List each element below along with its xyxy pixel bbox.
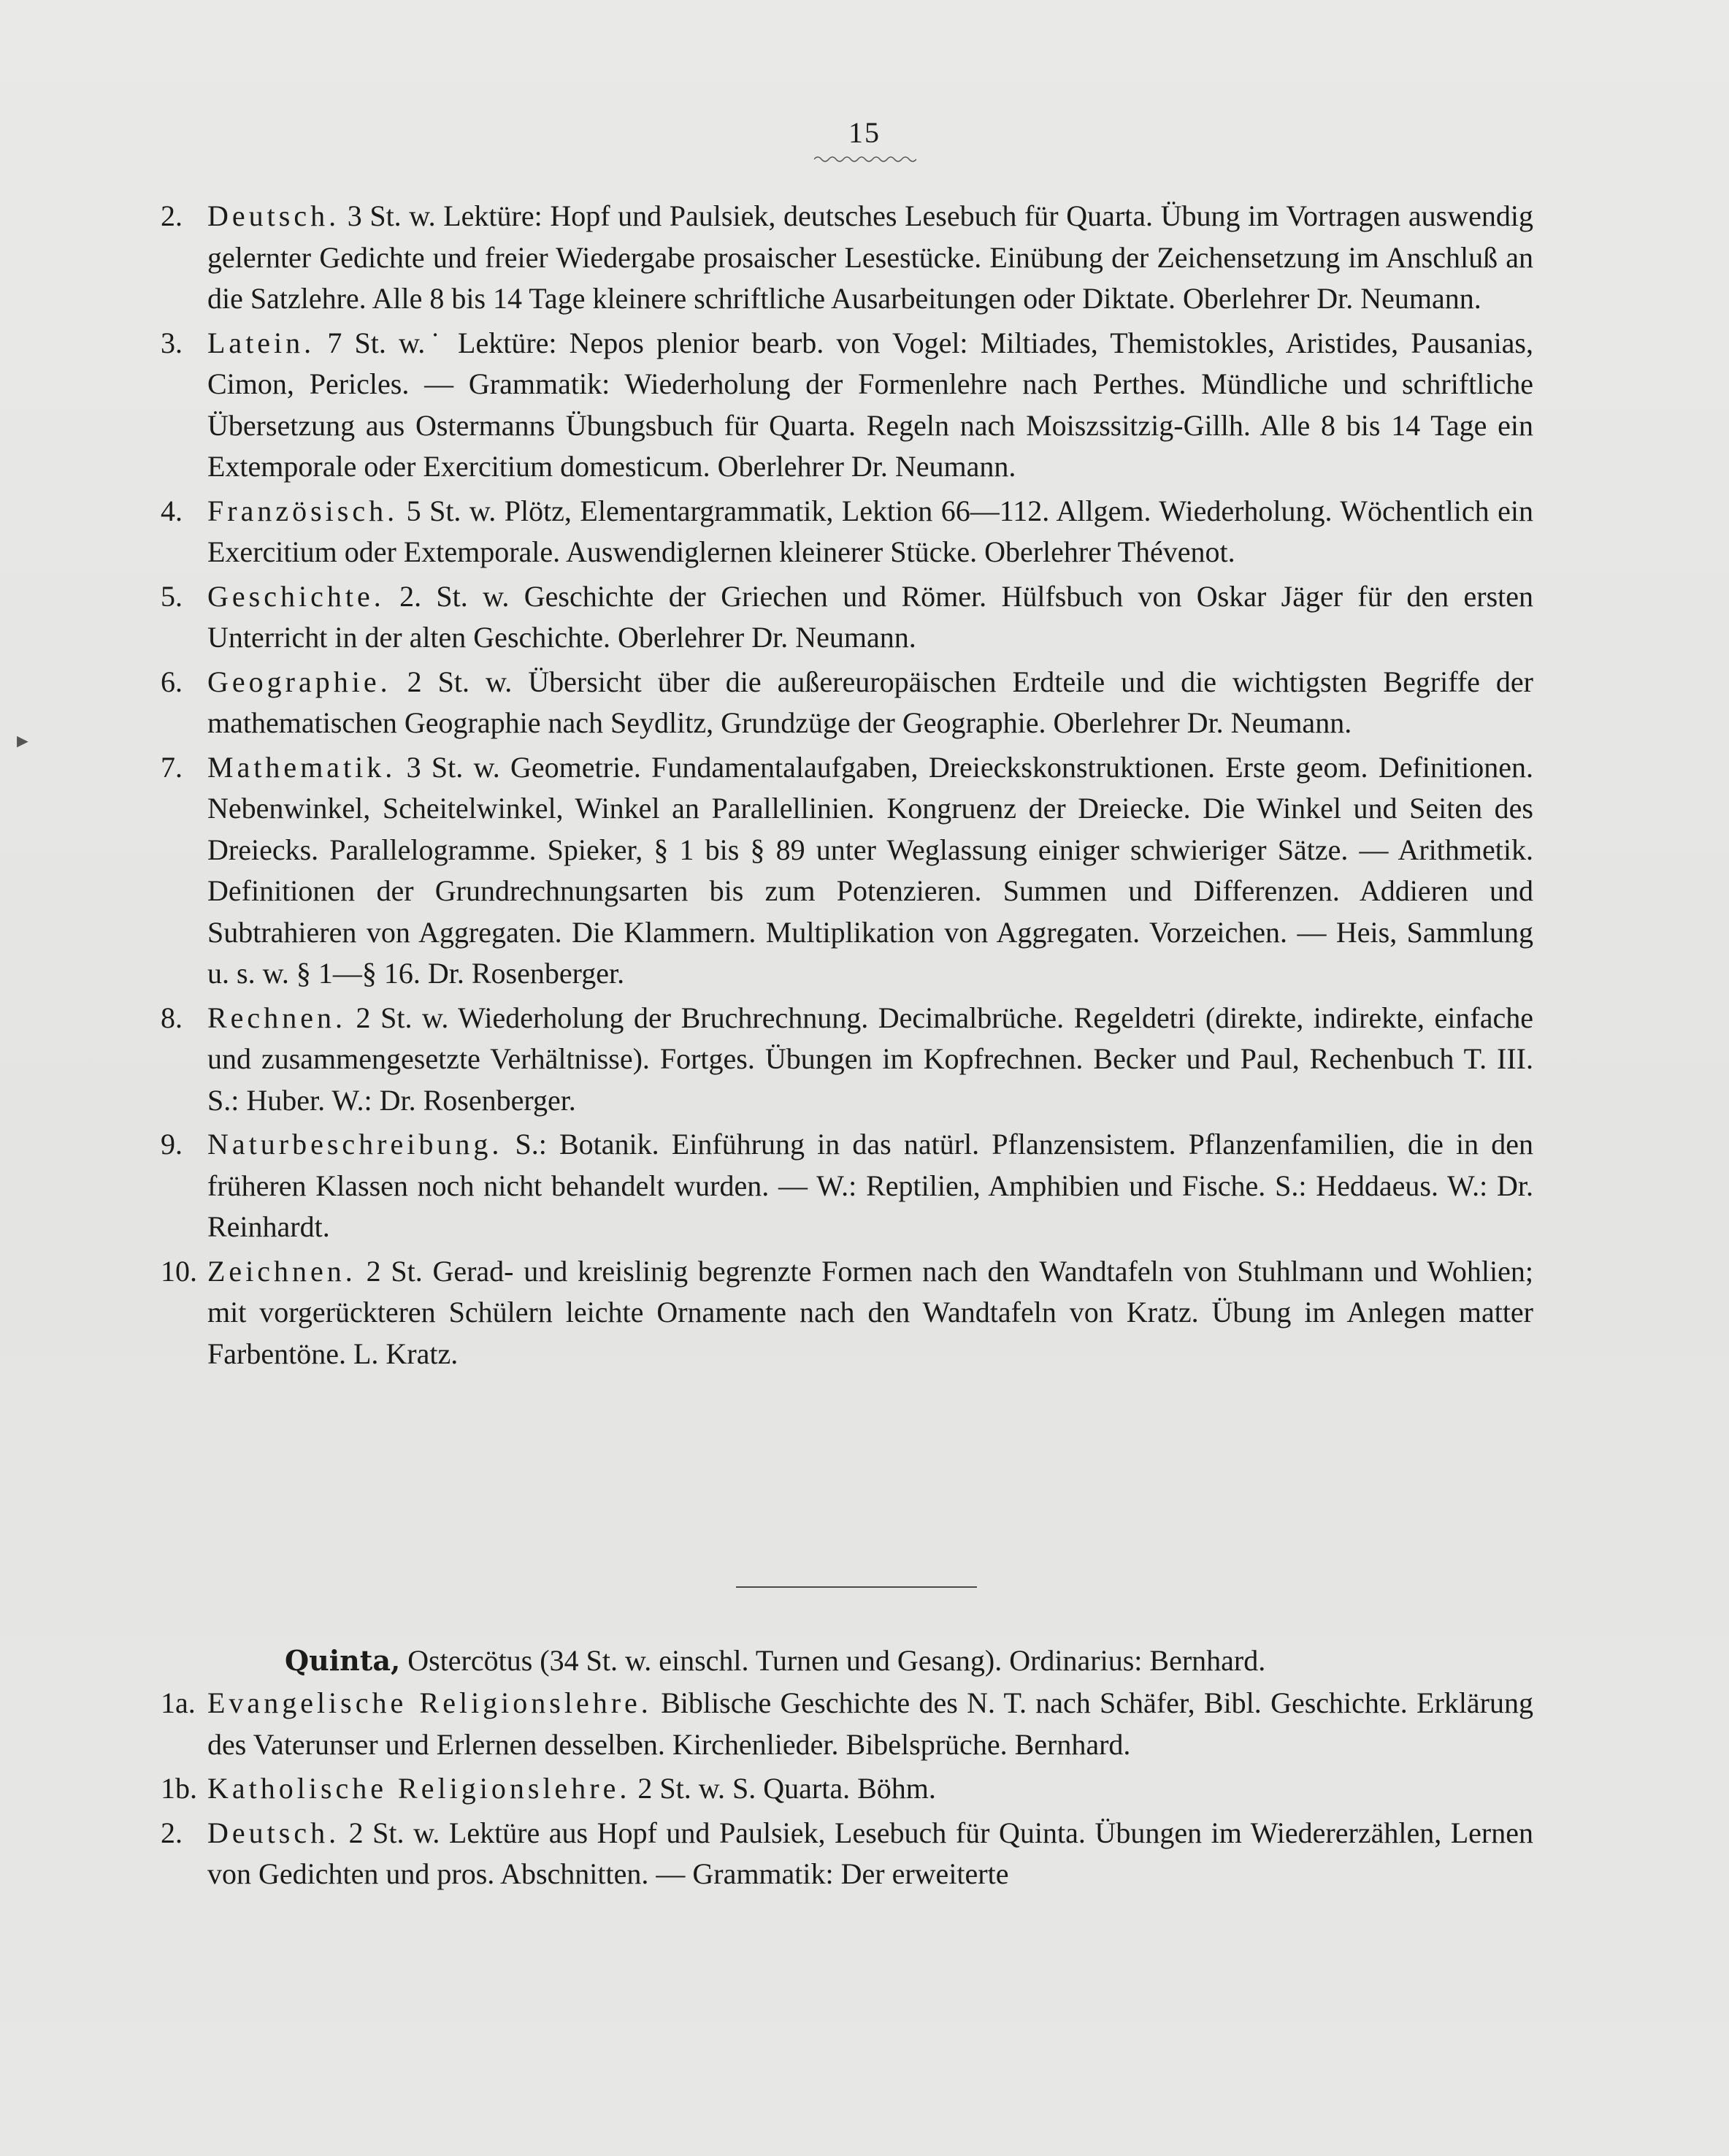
- entry-number: 8.: [161, 1001, 183, 1034]
- entry-subject: Latein.: [207, 326, 315, 359]
- page-number-ornament: [814, 155, 916, 164]
- entry-subject: Deutsch.: [207, 1816, 340, 1849]
- section-divider: [736, 1586, 977, 1588]
- entry-subject: Deutsch.: [207, 199, 340, 232]
- subject-entry: [161, 1251, 1533, 1375]
- page-number: 15: [848, 116, 881, 149]
- quinta-header: [285, 1640, 1265, 1681]
- entry-number: 3.: [161, 326, 183, 359]
- subject-entry: [161, 1124, 1533, 1248]
- entry-number: 10.: [161, 1254, 197, 1288]
- entry-text: 2 St. w. Übersicht über die außereuropäischen Erdteile und die wichtigsten Begriffe der mathematischen Geographie nach Seydlitz, Grundzüge der Geographie. Oberlehrer Dr. Neumann.: [207, 665, 1534, 739]
- entry-text: S.: Botanik. Einführung in das natürl. Pflanzensistem. Pflanzenfamilien, die in den früheren Klassen noch nicht behandelt wurden. — W.: Reptilien, Amphibien und Fische. S.: Heddaeus. W.: Dr. Reinhardt.: [207, 1128, 1534, 1243]
- entry-number: 6.: [161, 665, 183, 698]
- entry-text: 3 St. w. Lektüre: Hopf und Paulsiek, deutsches Lesebuch für Quarta. Übung im Vortragen auswendig gelernter Gedichte und freier Wiedergabe prosaischer Lesestücke. Einübung der Zeichensetzung im Anschluß an die Satzlehre. Alle 8 bis 14 Tage kleinere schriftliche Ausarbeitungen oder Diktate. Oberlehrer Dr. Neumann.: [207, 199, 1533, 315]
- entry-text: Biblische Geschichte des N. T. nach Schäfer, Bibl. Geschichte. Erklärung des Vaterunser und Erlernen desselben. Kirchenlieder. Bibelsprüche. Bernhard.: [207, 1686, 1534, 1761]
- subject-entry: [161, 747, 1533, 995]
- subject-entry: [161, 196, 1533, 320]
- entry-subject: Mathematik.: [207, 750, 396, 784]
- subject-entry: [161, 323, 1533, 488]
- subject-entry: [161, 662, 1533, 744]
- subject-entry: [161, 1768, 1533, 1810]
- entry-number: 7.: [161, 750, 183, 784]
- entry-text: 2 St. w. S. Quarta. Böhm.: [637, 1772, 936, 1805]
- quarta-section: [161, 196, 1533, 1377]
- subject-entry: [161, 576, 1533, 659]
- entry-number: 1b.: [161, 1772, 197, 1805]
- entry-text: 2 St. w. Lektüre aus Hopf und Paulsiek, Lesebuch für Quinta. Übungen im Wiedererzählen, Lernen von Gedichten und pros. Abschnitten. — Grammatik: Der erweiterte: [207, 1816, 1533, 1890]
- entry-number: 2.: [161, 1816, 183, 1849]
- quinta-description: Ostercötus (34 St. w. einschl. Turnen und Gesang). Ordinarius: Bernhard.: [407, 1644, 1266, 1677]
- entry-subject: Rechnen.: [207, 1001, 346, 1034]
- entry-subject: Zeichnen.: [207, 1254, 356, 1288]
- subject-entry: [161, 998, 1533, 1122]
- margin-mark-arrow: ►: [13, 730, 32, 752]
- entry-text: 5 St. w. Plötz, Elementargrammatik, Lektion 66—112. Allgem. Wiederholung. Wöchentlich ein Exercitium oder Extemporale. Auswendiglernen kleinerer Stücke. Oberlehrer Thévenot.: [207, 494, 1533, 568]
- subject-entry: [161, 1813, 1533, 1895]
- entry-subject: Französisch.: [207, 494, 399, 527]
- entry-subject: Evangelische Religionslehre.: [207, 1686, 652, 1719]
- entry-number: 2.: [161, 199, 183, 232]
- subject-entry: [161, 1683, 1533, 1765]
- entry-text: 3 St. w. Geometrie. Fundamentalaufgaben, Dreieckskonstruktionen. Erste geom. Definitionen. Nebenwinkel, Scheitelwinkel, Winkel an Parallellinien. Kongruenz der Dreiecke. Die Winkel und Seiten des Dreiecks. Parallelogramme. Spieker, § 1 bis § 89 unter Weglassung einiger schwieriger Sätze. — Arithmetik. Definitionen der Grundrechnungsarten bis zum Potenzieren. Summen und Differenzen. Addieren und Subtrahieren von Aggregaten. Die Klammern. Multiplikation von Aggregaten. Vorzeichen. — Heis, Sammlung u. s. w. § 1—§ 16. Dr. Rosenberger.: [207, 750, 1533, 990]
- entry-text: 2. St. w. Geschichte der Griechen und Römer. Hülfsbuch von Oskar Jäger für den ersten Unterricht in der alten Geschichte. Oberlehrer Dr. Neumann.: [207, 579, 1534, 654]
- entry-text: 2 St. Gerad- und kreislinig begrenzte Formen nach den Wandtafeln von Stuhlmann und Wohlien; mit vorgerückteren Schülern leichte Ornamente nach den Wandtafeln von Kratz. Übung im Anlegen matter Farbentöne. L. Kratz.: [207, 1254, 1534, 1370]
- entry-subject: Geschichte.: [207, 579, 385, 613]
- quinta-title: Quinta,: [285, 1644, 401, 1677]
- subject-entry: [161, 491, 1533, 573]
- quinta-section: [161, 1683, 1533, 1898]
- entry-subject: Katholische Religionslehre.: [207, 1772, 631, 1805]
- entry-text: 2 St. w. Wiederholung der Bruchrechnung. Decimalbrüche. Regeldetri (direkte, indirekte, einfache und zusammengesetzte Verhältnisse). Fortges. Übungen im Kopfrechnen. Becker und Paul, Rechenbuch T. III. S.: Huber. W.: Dr. Rosenberger.: [207, 1001, 1533, 1117]
- entry-number: 9.: [161, 1128, 183, 1161]
- entry-number: 4.: [161, 494, 183, 527]
- entry-text: 7 St. w.˙ Lektüre: Nepos plenior bearb. von Vogel: Miltiades, Themistokles, Aristides, Pausanias, Cimon, Pericles. — Grammatik: Wiederholung der Formenlehre nach Perthes. Mündliche und schriftliche Übersetzung aus Ostermanns Übungsbuch für Quarta. Regeln nach Moiszssitzig-Gillh. Alle 8 bis 14 Tage ein Extemporale oder Exercitium domesticum. Oberlehrer Dr. Neumann.: [207, 326, 1534, 483]
- entry-number: 1a.: [161, 1686, 196, 1719]
- entry-subject: Geographie.: [207, 665, 391, 698]
- entry-number: 5.: [161, 579, 183, 613]
- entry-subject: Naturbeschreibung.: [207, 1128, 503, 1161]
